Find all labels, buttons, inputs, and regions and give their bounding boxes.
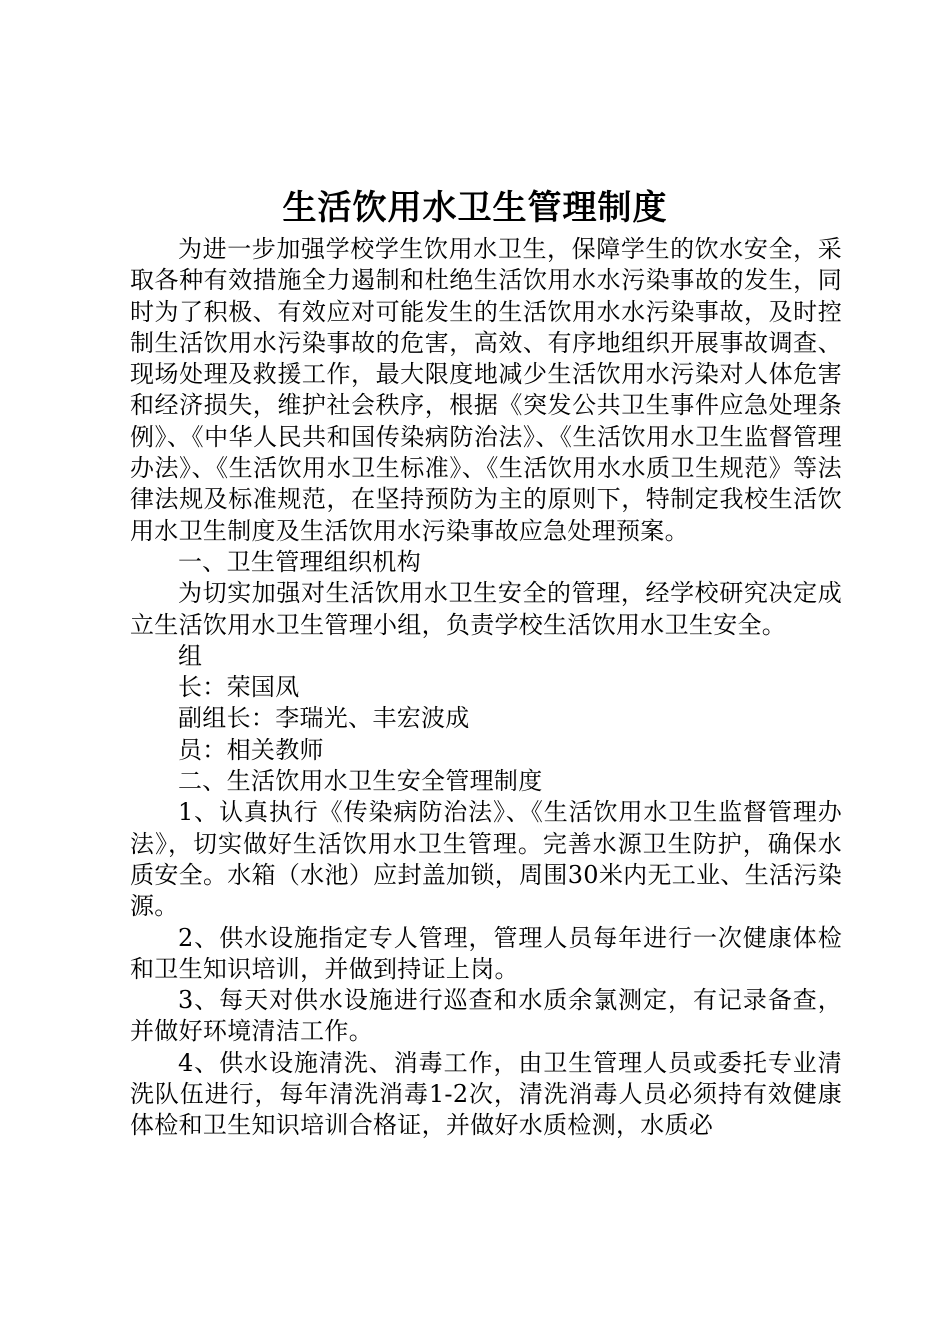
- members-line: 员：相关教师: [178, 735, 324, 764]
- rule-item-4: 4、供水设施清洗、消毒工作，由卫生管理人员或委托专业清洗队伍进行，每年清洗消毒1-2次，清洗消毒人员必须持有效健康体检和卫生知识培训合格证，并做好水质检测，水质必: [130, 1048, 842, 1140]
- rule-item-1: 1、认真执行《传染病防治法》、《生活饮用水卫生监督管理办法》，切实做好生活饮用水卫生管理。完善水源卫生防护，确保水质安全。水箱（水池）应封盖加锁，周围30米内无工业、生活污染源。: [130, 798, 842, 921]
- section-heading-management: 二、生活饮用水卫生安全管理制度: [178, 767, 543, 796]
- rule-item-3: 3、每天对供水设施进行巡查和水质余氯测定，有记录备查，并做好环境清洁工作。: [130, 986, 842, 1046]
- section-heading-organization: 一、卫生管理组织机构: [178, 547, 421, 576]
- group-leader-line: 长：荣国凤: [178, 673, 300, 702]
- deputy-leader-line: 副组长：李瑞光、丰宏波成: [178, 704, 470, 733]
- intro-paragraph: 为进一步加强学校学生饮用水卫生，保障学生的饮水安全，采取各种有效措施全力遏制和杜绝生活饮用水水污染事故的发生，同时为了积极、有效应对可能发生的生活饮用水水污染事故，及时控制生活饮用水污染事故的危害，高效、有序地组织开展事故调查、现场处理及救援工作，最大限度地减少生活饮用水污染对人体危害和经济损失，维护社会秩序，根据《突发公共卫生事件应急处理条例》、《中华人民共和国传染病防治法》、《生活饮用水卫生监督管理办法》、《生活饮用水卫生标准》、《生活饮用水水质卫生规范》等法律法规及标准规范，在坚持预防为主的原则下，特制定我校生活饮用水卫生制度及生活饮用水污染事故应急处理预案。: [130, 235, 842, 545]
- organization-paragraph: 为切实加强对生活饮用水卫生安全的管理，经学校研究决定成立生活饮用水卫生管理小组，负责学校生活饮用水卫生安全。: [130, 579, 842, 639]
- group-label-line: 组: [178, 641, 203, 670]
- rule-item-2: 2、供水设施指定专人管理，管理人员每年进行一次健康体检和卫生知识培训，并做到持证上岗。: [130, 923, 842, 983]
- document-title: 生活饮用水卫生管理制度: [282, 188, 668, 228]
- document-body: [130, 234, 842, 1142]
